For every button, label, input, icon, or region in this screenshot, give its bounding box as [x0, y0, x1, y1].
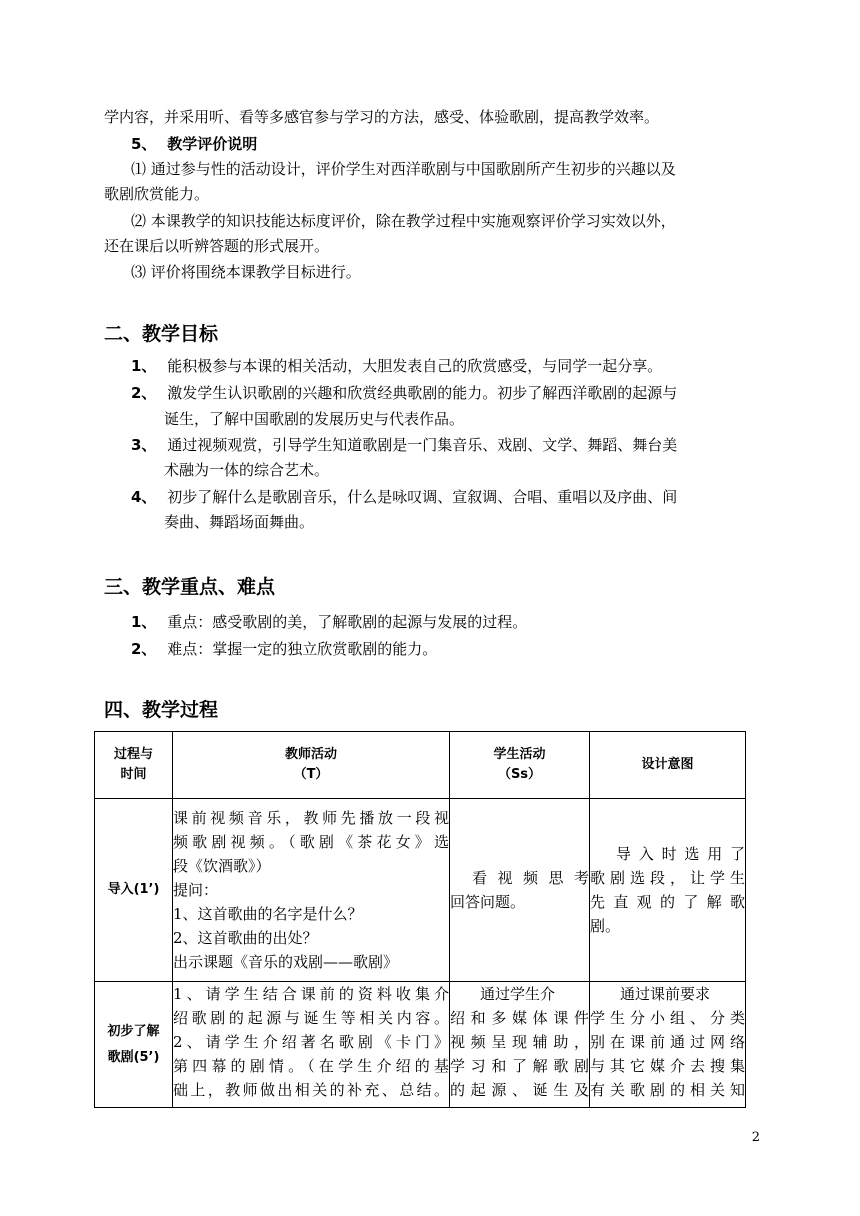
row-1-student-line: 看视频思考	[472, 869, 589, 887]
row-2-teacher-line: 础上，教师做出相关的补充、总结。	[173, 1081, 449, 1099]
goal-4-line-2: 奏曲、舞蹈场面舞曲。	[164, 513, 315, 531]
row-2-teacher-line: 绍歌剧的起源与诞生等相关内容。	[173, 1009, 449, 1027]
intro-tail-line: 学内容，并采用听、看等多感官参与学习的方法，感受、体验歌剧，提高教学效率。	[104, 108, 660, 126]
row-1-teacher-line: 频歌剧视频。（歌剧《茶花女》选	[173, 833, 449, 851]
table-row	[95, 982, 746, 1108]
row-1-design-line: 先直观的了解歌	[590, 893, 745, 911]
evaluation-heading	[131, 134, 257, 154]
row-2-design-line: 别在课前通过网络	[590, 1033, 745, 1051]
header-design	[590, 732, 746, 799]
key-points-heading: 三、教学重点、难点	[104, 576, 276, 598]
header-teacher-line-2: （T）	[293, 767, 329, 782]
goal-4-line-1	[131, 487, 677, 507]
page-number: 2	[751, 1130, 760, 1145]
row-1-teacher	[173, 799, 450, 982]
goal-4-num: 4、	[131, 488, 157, 506]
row-1-teacher-line: 出示课题《音乐的戏剧——歌剧》	[173, 953, 399, 971]
header-student	[450, 732, 590, 799]
key-point-1-text: 重点：感受歌剧的美，了解歌剧的起源与发展的过程。	[167, 613, 528, 631]
goal-3-line-2: 术融为一体的综合艺术。	[164, 461, 330, 479]
goal-2-num: 2、	[131, 384, 157, 402]
key-point-2	[131, 639, 437, 659]
evaluation-item-1-num: ⑴	[131, 160, 147, 178]
row-2-stage-line-1: 初步了解	[107, 1023, 160, 1039]
key-point-2-num: 2、	[131, 640, 157, 658]
row-2-design-line: 学生分小组、分类	[590, 1009, 745, 1027]
evaluation-item-3-line-1	[131, 262, 361, 282]
header-stage	[95, 732, 173, 799]
goal-1-num: 1、	[131, 357, 157, 375]
row-1-student-line: 回答问题。	[450, 893, 526, 911]
header-design-line-1: 设计意图	[641, 757, 694, 772]
header-stage-line-2: 时间	[120, 767, 147, 782]
header-student-line-2: （Ss）	[497, 767, 542, 782]
row-1-teacher-line: 课前视频音乐，教师先播放一段视	[173, 809, 449, 827]
row-2-student-line: 绍和多媒体课件	[450, 1009, 589, 1027]
row-1-student	[450, 799, 590, 982]
evaluation-item-2-line-2: 还在课后以听辨答题的形式展开。	[104, 237, 330, 255]
evaluation-item-1-text: 通过参与性的活动设计，评价学生对西洋歌剧与中国歌剧所产生初步的兴趣以及	[150, 160, 676, 178]
row-1-design	[590, 799, 746, 982]
goal-3-num: 3、	[131, 436, 157, 454]
goal-2-text: 激发学生认识歌剧的兴趣和欣赏经典歌剧的能力。初步了解西洋歌剧的起源与	[167, 384, 678, 402]
evaluation-heading-num: 5、	[131, 135, 157, 153]
process-heading: 四、教学过程	[104, 699, 219, 721]
header-student-line-1: 学生活动	[493, 747, 546, 762]
goals-heading: 二、教学目标	[104, 323, 219, 345]
evaluation-item-2-line-1	[131, 211, 676, 231]
goal-2-line-2: 诞生，了解中国歌剧的发展历史与代表作品。	[164, 410, 465, 428]
goal-4-text: 初步了解什么是歌剧音乐，什么是咏叹调、宣叙调、合唱、重唱以及序曲、间	[167, 488, 678, 506]
row-1-stage: 导入(1’)	[95, 799, 173, 982]
key-point-1-num: 1、	[131, 613, 157, 631]
row-2-design-line: 有关歌剧的相关知	[590, 1081, 745, 1099]
row-1-design-line: 导入时选用了	[616, 845, 745, 863]
row-1-teacher-line: 1、这首歌曲的名字是什么？	[173, 905, 363, 923]
row-2-design-line: 与其它媒介去搜集	[590, 1057, 745, 1075]
row-2-teacher-line: 1、请学生结合课前的资料收集介	[173, 985, 449, 1003]
goal-3-line-1	[131, 435, 677, 455]
row-2-student-line: 的起源、诞生及	[450, 1081, 589, 1099]
table-header-row	[95, 732, 746, 799]
row-2-teacher	[173, 982, 450, 1108]
row-1-design-line: 歌剧选段，让学生	[590, 869, 745, 887]
evaluation-item-2-text: 本课教学的知识技能达标度评价，除在教学过程中实施观察评价学习实效以外，	[150, 212, 676, 230]
evaluation-item-3-text: 评价将围绕本课教学目标进行。	[150, 263, 361, 281]
row-2-stage-line-2: 歌剧(5’)	[107, 1049, 160, 1065]
evaluation-item-3-num: ⑶	[131, 263, 147, 281]
evaluation-item-1-line-2: 歌剧欣赏能力。	[104, 185, 210, 203]
key-point-2-text: 难点：掌握一定的独立欣赏歌剧的能力。	[167, 640, 438, 658]
goal-1-line-1	[131, 356, 662, 376]
row-1-design-line: 剧。	[590, 917, 621, 935]
goal-2-line-1	[131, 383, 677, 403]
header-stage-line-1: 过程与	[113, 747, 153, 762]
row-2-teacher-line: 第四幕的剧情。（在学生介绍的基	[173, 1057, 449, 1075]
row-2-student-line: 学习和了解歌剧	[450, 1057, 589, 1075]
row-2-stage	[95, 982, 173, 1108]
row-2-student-line: 通过学生介	[480, 985, 556, 1003]
row-2-student	[450, 982, 590, 1108]
process-table	[94, 731, 746, 1108]
goal-3-text: 通过视频观赏，引导学生知道歌剧是一门集音乐、戏剧、文学、舞蹈、舞台美	[167, 436, 678, 454]
evaluation-heading-text: 教学评价说明	[167, 135, 258, 153]
row-1-teacher-line: 2、这首歌曲的出处？	[173, 929, 318, 947]
evaluation-item-1-line-1	[131, 159, 757, 179]
header-teacher	[173, 732, 450, 799]
header-teacher-line-1: 教师活动	[284, 747, 337, 762]
row-2-teacher-line: 2、请学生介绍著名歌剧《卡门》	[173, 1033, 449, 1051]
evaluation-item-2-num: ⑵	[131, 212, 147, 230]
row-1-teacher-line: 段《饮酒歌》）	[173, 857, 271, 875]
row-1-teacher-line: 提问：	[173, 881, 219, 899]
table-row	[95, 799, 746, 982]
row-2-design-line: 通过课前要求	[620, 985, 711, 1003]
goal-1-text: 能积极参与本课的相关活动，大胆发表自己的欣赏感受，与同学一起分享。	[167, 357, 663, 375]
key-point-1	[131, 612, 527, 632]
row-2-design	[590, 982, 746, 1108]
row-2-student-line: 视频呈现辅助，	[450, 1033, 589, 1051]
